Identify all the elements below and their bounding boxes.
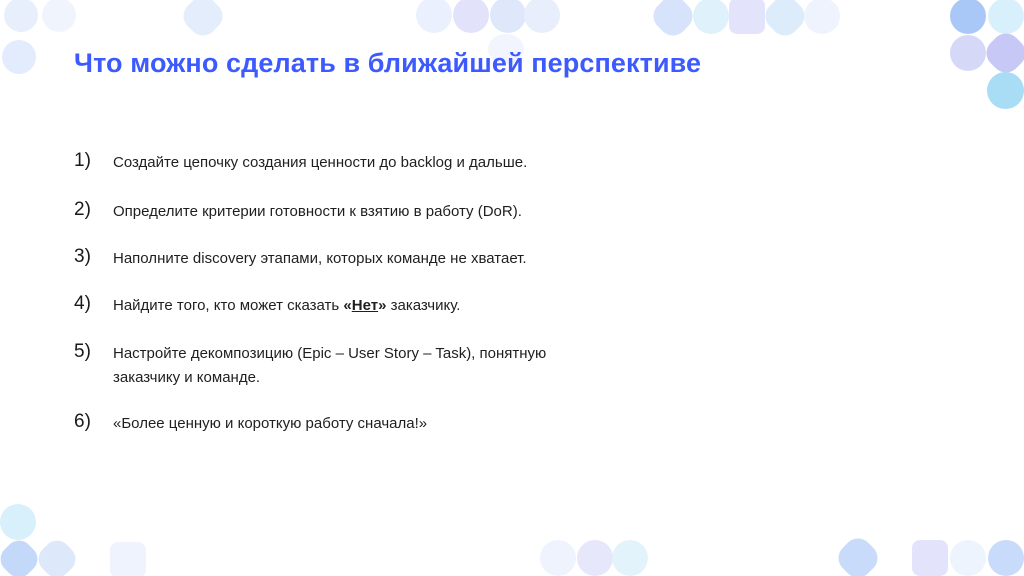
- circle-shape: [2, 40, 36, 74]
- flower-shape: [833, 533, 884, 576]
- circle-shape: [950, 35, 986, 71]
- item-number: 5): [74, 341, 91, 362]
- circle-shape: [0, 504, 36, 540]
- action-list: [74, 150, 714, 441]
- circle-shape: [612, 540, 648, 576]
- item-number: 2): [74, 199, 91, 220]
- circle-shape: [693, 0, 729, 34]
- item-text-before: Найдите того, кто может сказать: [113, 297, 344, 314]
- list-item: [74, 199, 714, 246]
- item-open-quote: «: [343, 297, 352, 314]
- flower-shape: [981, 28, 1024, 79]
- circle-shape: [988, 0, 1024, 34]
- flower-shape: [648, 0, 699, 41]
- list-item: [74, 411, 714, 441]
- flower-shape: [760, 0, 811, 41]
- square-shape: [729, 0, 765, 34]
- circle-shape: [453, 0, 489, 33]
- item-close-quote: »: [378, 297, 387, 314]
- item-number: 3): [74, 246, 91, 267]
- item-emphasis: Нет: [351, 297, 379, 314]
- item-number: 6): [74, 411, 91, 432]
- item-text: [113, 293, 460, 318]
- circle-shape: [490, 0, 526, 33]
- circle-shape: [988, 540, 1024, 576]
- decorative-shapes-bottom: [0, 490, 1024, 576]
- square-shape: [912, 540, 948, 576]
- item-text: [113, 341, 546, 390]
- circle-shape: [416, 0, 452, 33]
- flower-shape: [0, 535, 43, 576]
- list-item: [74, 246, 714, 293]
- square-shape: [110, 542, 146, 576]
- circle-shape: [987, 72, 1024, 109]
- circle-shape: [950, 0, 986, 34]
- item-text: «Более ценную и короткую работу сначала!»: [113, 415, 428, 432]
- item-number: 1): [74, 150, 91, 171]
- list-item: [74, 341, 714, 411]
- circle-shape: [4, 0, 38, 32]
- item-text-line-1: Настройте декомпозицию (Epic – User Story – Task), понятную: [113, 345, 547, 362]
- page-title: Что можно сделать в ближайшей перспективе: [74, 48, 702, 78]
- item-text-line-2: заказчику и команде.: [113, 369, 261, 386]
- flower-shape: [178, 0, 229, 41]
- item-text: Определите критерии готовности к взятию в работу (DoR).: [113, 203, 522, 220]
- item-number: 4): [74, 293, 91, 314]
- circle-shape: [577, 540, 613, 576]
- circle-shape: [42, 0, 76, 32]
- circle-shape: [524, 0, 560, 33]
- circle-shape: [804, 0, 840, 34]
- circle-shape: [540, 540, 576, 576]
- item-text: Наполните discovery этапами, которых команде не хватает.: [113, 250, 527, 267]
- item-text-after: заказчику.: [386, 297, 461, 314]
- circle-shape: [950, 540, 986, 576]
- item-text: Создайте цепочку создания ценности до backlog и дальше.: [113, 154, 528, 171]
- list-item: [74, 293, 714, 341]
- list-item: [74, 150, 714, 199]
- flower-shape: [33, 535, 81, 576]
